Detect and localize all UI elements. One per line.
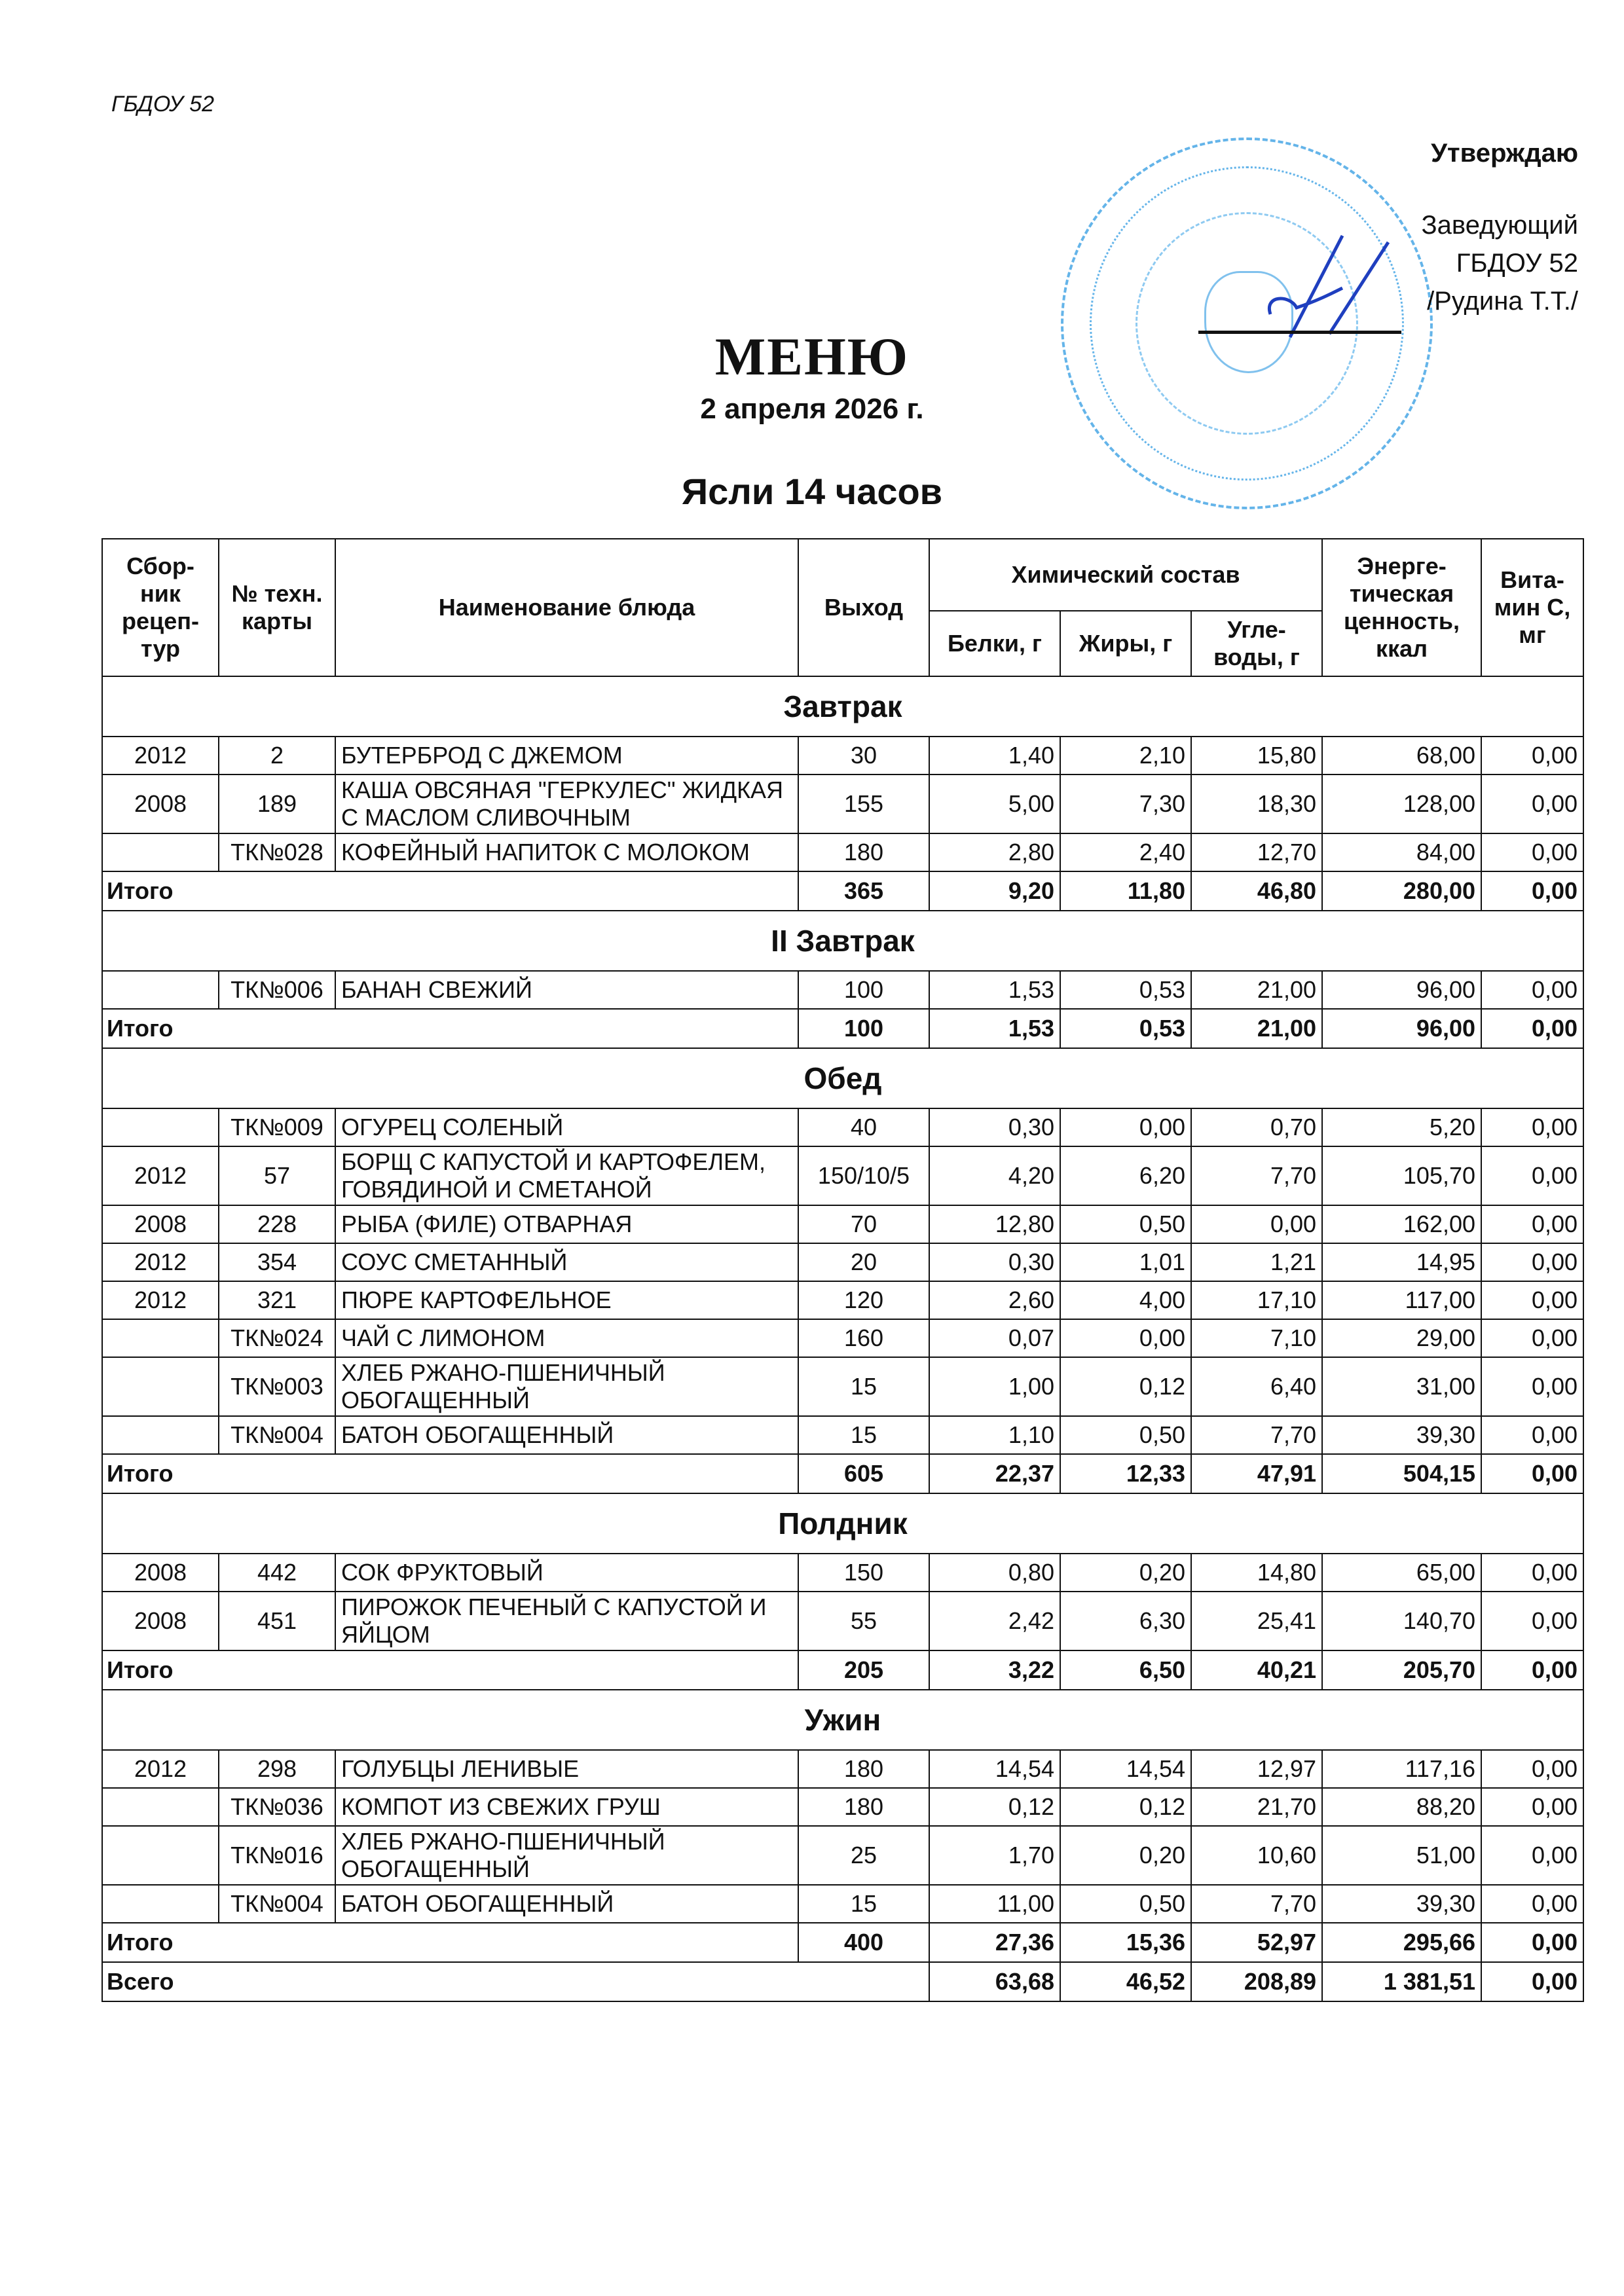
table-row <box>102 1750 1583 1788</box>
total-yield: 205 <box>798 1650 929 1690</box>
grand-total-fat: 46,52 <box>1060 1962 1191 2001</box>
approver-position: Заведующий <box>1421 211 1578 240</box>
collection-cell: 2012 <box>102 737 219 774</box>
col-energy: Энерге-тическая ценность, ккал <box>1322 539 1481 676</box>
total-carbs: 40,21 <box>1191 1650 1322 1690</box>
section-total-row <box>102 1923 1583 1962</box>
total-energy: 96,00 <box>1322 1009 1481 1048</box>
energy-cell: 31,00 <box>1322 1357 1481 1416</box>
total-carbs: 21,00 <box>1191 1009 1322 1048</box>
tech-card-cell: 354 <box>219 1243 335 1281</box>
yield-cell: 155 <box>798 774 929 833</box>
dish-name-cell: ОГУРЕЦ СОЛЕНЫЙ <box>335 1108 798 1146</box>
dish-name-cell: КОМПОТ ИЗ СВЕЖИХ ГРУШ <box>335 1788 798 1826</box>
fat-cell: 14,54 <box>1060 1750 1191 1788</box>
dish-name-cell: БАТОН ОБОГАЩЕННЫЙ <box>335 1885 798 1923</box>
yield-cell: 100 <box>798 971 929 1009</box>
table-row <box>102 1885 1583 1923</box>
vitamin-cell: 0,00 <box>1481 1554 1583 1592</box>
energy-cell: 96,00 <box>1322 971 1481 1009</box>
total-fat: 15,36 <box>1060 1923 1191 1962</box>
tech-card-cell: ТК№036 <box>219 1788 335 1826</box>
table-row <box>102 1108 1583 1146</box>
section-header-row <box>102 1493 1583 1554</box>
carbs-cell: 7,10 <box>1191 1319 1322 1357</box>
total-yield: 100 <box>798 1009 929 1048</box>
carbs-cell: 21,00 <box>1191 971 1322 1009</box>
total-yield: 365 <box>798 871 929 911</box>
vitamin-cell: 0,00 <box>1481 1205 1583 1243</box>
protein-cell: 1,53 <box>929 971 1060 1009</box>
total-label: Итого <box>102 1009 798 1048</box>
collection-cell: 2012 <box>102 1146 219 1205</box>
table-row <box>102 1205 1583 1243</box>
total-protein: 3,22 <box>929 1650 1060 1690</box>
collection-cell <box>102 1416 219 1454</box>
section-total-row <box>102 1454 1583 1493</box>
collection-cell: 2008 <box>102 1205 219 1243</box>
vitamin-cell: 0,00 <box>1481 1357 1583 1416</box>
energy-cell: 68,00 <box>1322 737 1481 774</box>
carbs-cell: 12,70 <box>1191 833 1322 871</box>
dish-name-cell: БОРЩ С КАПУСТОЙ И КАРТОФЕЛЕМ, ГОВЯДИНОЙ И СМЕТАНОЙ <box>335 1146 798 1205</box>
protein-cell: 1,00 <box>929 1357 1060 1416</box>
fat-cell: 7,30 <box>1060 774 1191 833</box>
energy-cell: 117,00 <box>1322 1281 1481 1319</box>
collection-cell: 2012 <box>102 1281 219 1319</box>
protein-cell: 0,07 <box>929 1319 1060 1357</box>
total-protein: 1,53 <box>929 1009 1060 1048</box>
tech-card-cell: 228 <box>219 1205 335 1243</box>
table-row <box>102 1788 1583 1826</box>
protein-cell: 0,30 <box>929 1108 1060 1146</box>
section-total-row <box>102 1650 1583 1690</box>
yield-cell: 120 <box>798 1281 929 1319</box>
collection-cell <box>102 1319 219 1357</box>
tech-card-cell: 451 <box>219 1592 335 1650</box>
protein-cell: 1,70 <box>929 1826 1060 1885</box>
page-title: МЕНЮ <box>714 327 910 386</box>
dish-name-cell: КАША ОВСЯНАЯ "ГЕРКУЛЕС" ЖИДКАЯ С МАСЛОМ СЛИВОЧНЫМ <box>335 774 798 833</box>
dish-name-cell: БУТЕРБРОД С ДЖЕМОМ <box>335 737 798 774</box>
total-label: Итого <box>102 871 798 911</box>
fat-cell: 6,20 <box>1060 1146 1191 1205</box>
yield-cell: 160 <box>798 1319 929 1357</box>
dish-name-cell: ХЛЕБ РЖАНО-ПШЕНИЧНЫЙ ОБОГАЩЕННЫЙ <box>335 1826 798 1885</box>
tech-card-cell: ТК№009 <box>219 1108 335 1146</box>
approver-org: ГБДОУ 52 <box>1456 249 1578 278</box>
fat-cell: 4,00 <box>1060 1281 1191 1319</box>
vitamin-cell: 0,00 <box>1481 833 1583 871</box>
protein-cell: 2,60 <box>929 1281 1060 1319</box>
fat-cell: 0,50 <box>1060 1416 1191 1454</box>
table-row <box>102 1416 1583 1454</box>
total-vitamin: 0,00 <box>1481 1454 1583 1493</box>
menu-date: 2 апреля 2026 г. <box>700 393 924 425</box>
yield-cell: 40 <box>798 1108 929 1146</box>
approval-block <box>1421 134 1578 320</box>
fat-cell: 1,01 <box>1060 1243 1191 1281</box>
collection-cell <box>102 1108 219 1146</box>
carbs-cell: 21,70 <box>1191 1788 1322 1826</box>
vitamin-cell: 0,00 <box>1481 1826 1583 1885</box>
energy-cell: 51,00 <box>1322 1826 1481 1885</box>
tech-card-cell: 321 <box>219 1281 335 1319</box>
table-row <box>102 971 1583 1009</box>
table-row <box>102 1357 1583 1416</box>
fat-cell: 2,40 <box>1060 833 1191 871</box>
vitamin-cell: 0,00 <box>1481 1788 1583 1826</box>
table-row <box>102 1243 1583 1281</box>
section-header-row <box>102 676 1583 737</box>
section-total-row <box>102 1009 1583 1048</box>
total-label: Итого <box>102 1454 798 1493</box>
collection-cell <box>102 1826 219 1885</box>
vitamin-cell: 0,00 <box>1481 1243 1583 1281</box>
table-row <box>102 1281 1583 1319</box>
carbs-cell: 7,70 <box>1191 1146 1322 1205</box>
collection-cell: 2012 <box>102 1750 219 1788</box>
fat-cell: 0,12 <box>1060 1357 1191 1416</box>
fat-cell: 0,53 <box>1060 971 1191 1009</box>
collection-cell: 2008 <box>102 1554 219 1592</box>
fat-cell: 2,10 <box>1060 737 1191 774</box>
total-fat: 6,50 <box>1060 1650 1191 1690</box>
yield-cell: 20 <box>798 1243 929 1281</box>
grand-total-label: Всего <box>102 1962 929 2001</box>
total-carbs: 47,91 <box>1191 1454 1322 1493</box>
section-title: Обед <box>102 1048 1583 1108</box>
vitamin-cell: 0,00 <box>1481 1750 1583 1788</box>
yield-cell: 55 <box>798 1592 929 1650</box>
tech-card-cell: ТК№016 <box>219 1826 335 1885</box>
total-protein: 9,20 <box>929 871 1060 911</box>
vitamin-cell: 0,00 <box>1481 1108 1583 1146</box>
protein-cell: 0,80 <box>929 1554 1060 1592</box>
total-yield: 400 <box>798 1923 929 1962</box>
col-vitamin: Вита-мин С, мг <box>1481 539 1583 676</box>
carbs-cell: 12,97 <box>1191 1750 1322 1788</box>
carbs-cell: 17,10 <box>1191 1281 1322 1319</box>
carbs-cell: 6,40 <box>1191 1357 1322 1416</box>
vitamin-cell: 0,00 <box>1481 1416 1583 1454</box>
table-row <box>102 1592 1583 1650</box>
col-fat: Жиры, г <box>1060 611 1191 676</box>
protein-cell: 4,20 <box>929 1146 1060 1205</box>
section-header-row <box>102 1048 1583 1108</box>
total-energy: 205,70 <box>1322 1650 1481 1690</box>
yield-cell: 70 <box>798 1205 929 1243</box>
col-chem-composition: Химический состав <box>929 539 1322 611</box>
energy-cell: 105,70 <box>1322 1146 1481 1205</box>
collection-cell <box>102 833 219 871</box>
col-dish-name: Наименование блюда <box>335 539 798 676</box>
energy-cell: 84,00 <box>1322 833 1481 871</box>
fat-cell: 0,50 <box>1060 1885 1191 1923</box>
carbs-cell: 0,00 <box>1191 1205 1322 1243</box>
collection-cell: 2008 <box>102 1592 219 1650</box>
col-protein: Белки, г <box>929 611 1060 676</box>
total-label: Итого <box>102 1923 798 1962</box>
energy-cell: 5,20 <box>1322 1108 1481 1146</box>
total-vitamin: 0,00 <box>1481 1009 1583 1048</box>
total-vitamin: 0,00 <box>1481 1923 1583 1962</box>
dish-name-cell: КОФЕЙНЫЙ НАПИТОК С МОЛОКОМ <box>335 833 798 871</box>
yield-cell: 30 <box>798 737 929 774</box>
grand-total-carbs: 208,89 <box>1191 1962 1322 2001</box>
carbs-cell: 1,21 <box>1191 1243 1322 1281</box>
vitamin-cell: 0,00 <box>1481 774 1583 833</box>
fat-cell: 0,20 <box>1060 1554 1191 1592</box>
dish-name-cell: БАНАН СВЕЖИЙ <box>335 971 798 1009</box>
col-tech-card: № техн. карты <box>219 539 335 676</box>
section-title: II Завтрак <box>102 911 1583 971</box>
yield-cell: 180 <box>798 833 929 871</box>
dish-name-cell: РЫБА (ФИЛЕ) ОТВАРНАЯ <box>335 1205 798 1243</box>
fat-cell: 6,30 <box>1060 1592 1191 1650</box>
vitamin-cell: 0,00 <box>1481 1146 1583 1205</box>
collection-cell <box>102 971 219 1009</box>
energy-cell: 29,00 <box>1322 1319 1481 1357</box>
approver-name: /Рудина Т.Т./ <box>1427 287 1578 316</box>
table-row <box>102 774 1583 833</box>
collection-cell <box>102 1885 219 1923</box>
col-carbs: Угле-воды, г <box>1191 611 1322 676</box>
tech-card-cell: ТК№003 <box>219 1357 335 1416</box>
total-fat: 12,33 <box>1060 1454 1191 1493</box>
vitamin-cell: 0,00 <box>1481 1319 1583 1357</box>
protein-cell: 5,00 <box>929 774 1060 833</box>
tech-card-cell: ТК№028 <box>219 833 335 871</box>
section-total-row <box>102 871 1583 911</box>
vitamin-cell: 0,00 <box>1481 737 1583 774</box>
vitamin-cell: 0,00 <box>1481 971 1583 1009</box>
protein-cell: 14,54 <box>929 1750 1060 1788</box>
col-collection: Сбор-ник рецеп-тур <box>102 539 219 676</box>
total-protein: 27,36 <box>929 1923 1060 1962</box>
dish-name-cell: ЧАЙ С ЛИМОНОМ <box>335 1319 798 1357</box>
tech-card-cell: ТК№004 <box>219 1885 335 1923</box>
fat-cell: 0,20 <box>1060 1826 1191 1885</box>
collection-cell: 2008 <box>102 774 219 833</box>
total-fat: 11,80 <box>1060 871 1191 911</box>
protein-cell: 12,80 <box>929 1205 1060 1243</box>
table-header <box>102 539 1583 676</box>
grand-total-energy: 1 381,51 <box>1322 1962 1481 2001</box>
table-body <box>102 676 1583 2001</box>
table-row <box>102 1554 1583 1592</box>
yield-cell: 15 <box>798 1357 929 1416</box>
menu-table <box>101 538 1584 2002</box>
table-row <box>102 1319 1583 1357</box>
total-energy: 504,15 <box>1322 1454 1481 1493</box>
signature-icon <box>1264 223 1395 340</box>
protein-cell: 11,00 <box>929 1885 1060 1923</box>
yield-cell: 15 <box>798 1416 929 1454</box>
table-row <box>102 833 1583 871</box>
grand-total-protein: 63,68 <box>929 1962 1060 2001</box>
total-vitamin: 0,00 <box>1481 1650 1583 1690</box>
tech-card-cell: ТК№006 <box>219 971 335 1009</box>
protein-cell: 2,42 <box>929 1592 1060 1650</box>
protein-cell: 2,80 <box>929 833 1060 871</box>
section-header-row <box>102 911 1583 971</box>
energy-cell: 14,95 <box>1322 1243 1481 1281</box>
protein-cell: 0,30 <box>929 1243 1060 1281</box>
total-protein: 22,37 <box>929 1454 1060 1493</box>
total-yield: 605 <box>798 1454 929 1493</box>
yield-cell: 180 <box>798 1750 929 1788</box>
energy-cell: 39,30 <box>1322 1416 1481 1454</box>
energy-cell: 162,00 <box>1322 1205 1481 1243</box>
yield-cell: 150/10/5 <box>798 1146 929 1205</box>
energy-cell: 88,20 <box>1322 1788 1481 1826</box>
total-vitamin: 0,00 <box>1481 871 1583 911</box>
tech-card-cell: 298 <box>219 1750 335 1788</box>
carbs-cell: 7,70 <box>1191 1885 1322 1923</box>
col-yield: Выход <box>798 539 929 676</box>
total-carbs: 52,97 <box>1191 1923 1322 1962</box>
carbs-cell: 14,80 <box>1191 1554 1322 1592</box>
energy-cell: 39,30 <box>1322 1885 1481 1923</box>
carbs-cell: 25,41 <box>1191 1592 1322 1650</box>
tech-card-cell: 57 <box>219 1146 335 1205</box>
tech-card-cell: 442 <box>219 1554 335 1592</box>
total-energy: 280,00 <box>1322 871 1481 911</box>
section-title: Полдник <box>102 1493 1583 1554</box>
organization-header: ГБДОУ 52 <box>111 92 214 117</box>
table-row <box>102 1826 1583 1885</box>
energy-cell: 65,00 <box>1322 1554 1481 1592</box>
fat-cell: 0,00 <box>1060 1108 1191 1146</box>
section-title: Ужин <box>102 1690 1583 1750</box>
protein-cell: 1,40 <box>929 737 1060 774</box>
menu-group: Ясли 14 часов <box>681 471 943 512</box>
tech-card-cell: 189 <box>219 774 335 833</box>
carbs-cell: 0,70 <box>1191 1108 1322 1146</box>
table-row <box>102 1146 1583 1205</box>
dish-name-cell: ХЛЕБ РЖАНО-ПШЕНИЧНЫЙ ОБОГАЩЕННЫЙ <box>335 1357 798 1416</box>
total-energy: 295,66 <box>1322 1923 1481 1962</box>
protein-cell: 1,10 <box>929 1416 1060 1454</box>
vitamin-cell: 0,00 <box>1481 1592 1583 1650</box>
dish-name-cell: СОК ФРУКТОВЫЙ <box>335 1554 798 1592</box>
total-label: Итого <box>102 1650 798 1690</box>
collection-cell: 2012 <box>102 1243 219 1281</box>
yield-cell: 25 <box>798 1826 929 1885</box>
table-row <box>102 737 1583 774</box>
tech-card-cell: ТК№024 <box>219 1319 335 1357</box>
yield-cell: 150 <box>798 1554 929 1592</box>
fat-cell: 0,00 <box>1060 1319 1191 1357</box>
grand-total-row <box>102 1962 1583 2001</box>
grand-total-vitamin: 0,00 <box>1481 1962 1583 2001</box>
carbs-cell: 7,70 <box>1191 1416 1322 1454</box>
carbs-cell: 10,60 <box>1191 1826 1322 1885</box>
carbs-cell: 18,30 <box>1191 774 1322 833</box>
dish-name-cell: ПЮРЕ КАРТОФЕЛЬНОЕ <box>335 1281 798 1319</box>
yield-cell: 180 <box>798 1788 929 1826</box>
fat-cell: 0,12 <box>1060 1788 1191 1826</box>
tech-card-cell: 2 <box>219 737 335 774</box>
vitamin-cell: 0,00 <box>1481 1281 1583 1319</box>
energy-cell: 128,00 <box>1322 774 1481 833</box>
collection-cell <box>102 1788 219 1826</box>
protein-cell: 0,12 <box>929 1788 1060 1826</box>
dish-name-cell: ПИРОЖОК ПЕЧЕНЫЙ С КАПУСТОЙ И ЯЙЦОМ <box>335 1592 798 1650</box>
total-fat: 0,53 <box>1060 1009 1191 1048</box>
section-header-row <box>102 1690 1583 1750</box>
tech-card-cell: ТК№004 <box>219 1416 335 1454</box>
section-title: Завтрак <box>102 676 1583 737</box>
collection-cell <box>102 1357 219 1416</box>
energy-cell: 117,16 <box>1322 1750 1481 1788</box>
carbs-cell: 15,80 <box>1191 737 1322 774</box>
vitamin-cell: 0,00 <box>1481 1885 1583 1923</box>
dish-name-cell: СОУС СМЕТАННЫЙ <box>335 1243 798 1281</box>
dish-name-cell: ГОЛУБЦЫ ЛЕНИВЫЕ <box>335 1750 798 1788</box>
energy-cell: 140,70 <box>1322 1592 1481 1650</box>
dish-name-cell: БАТОН ОБОГАЩЕННЫЙ <box>335 1416 798 1454</box>
total-carbs: 46,80 <box>1191 871 1322 911</box>
approval-title: Утверждаю <box>1431 139 1578 168</box>
fat-cell: 0,50 <box>1060 1205 1191 1243</box>
yield-cell: 15 <box>798 1885 929 1923</box>
